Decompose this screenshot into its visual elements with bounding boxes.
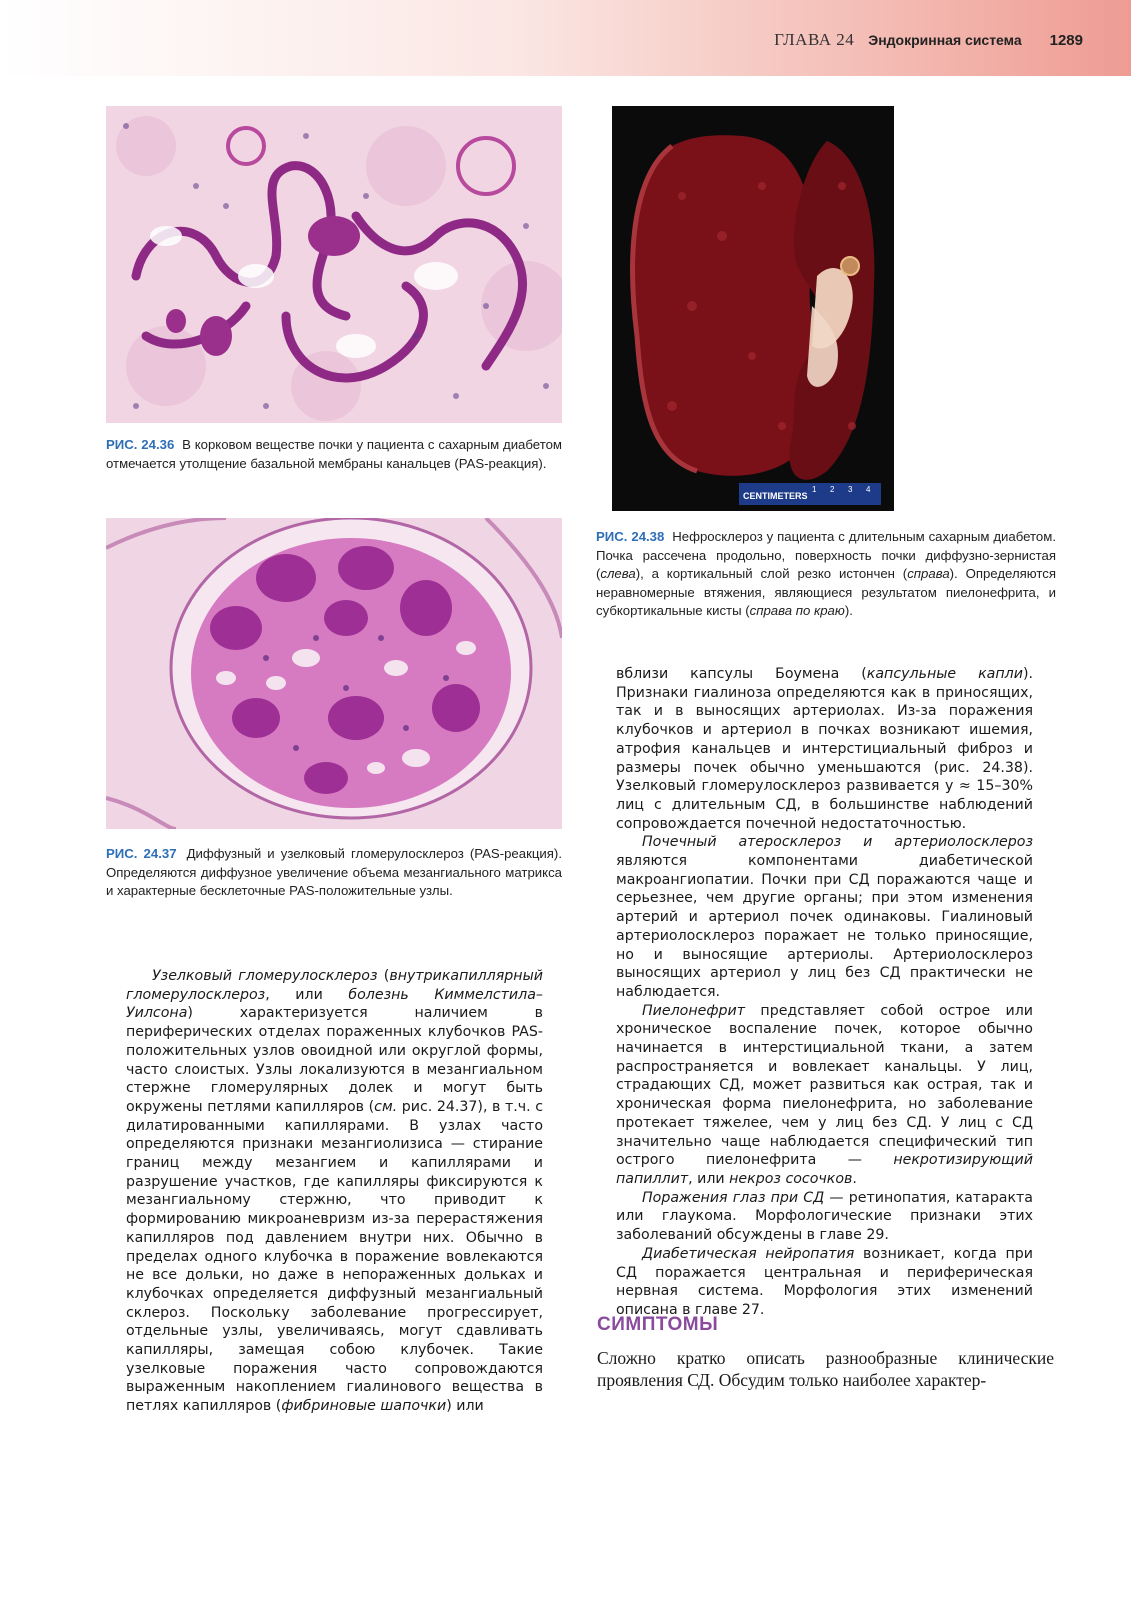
- figure-24-38-label: РИС. 24.38: [596, 529, 665, 544]
- paragraph-capsular-drops: [616, 665, 1033, 833]
- text-fragment: , или: [265, 986, 349, 1003]
- ruler-number-2: 2: [830, 485, 835, 494]
- term-neuropathy: Диабетическая нейропатия: [642, 1245, 855, 1262]
- term-atherosclerosis: Почечный атеросклероз и артериолосклероз: [642, 834, 1033, 851]
- figure-24-36-text: В корковом веществе почки у пациента с сахарным диабетом отмечается утолщение базальной мембраны канальцев (PAS-реакция).: [106, 437, 562, 471]
- text-fragment: (: [377, 968, 390, 984]
- figure-24-37-caption: [106, 845, 562, 901]
- text-fragment: — ретинопатия, катаракта или глаукома. Морфологические признаки этих заболеваний обсуждены в главе 29.: [616, 1189, 1033, 1244]
- figure-24-38-text-1: Нефросклероз у пациента с длительным сахарным диабетом. Почка рассечена продольно, поверхность почки диффузно-зернистая (: [596, 529, 1056, 581]
- term-eye-lesions: Поражения глаз при СД: [642, 1189, 825, 1206]
- text-fragment: , или: [688, 1170, 730, 1187]
- paragraph-nodular-glomerulosclerosis: [126, 967, 543, 1416]
- text-fragment: ) или: [446, 1398, 484, 1415]
- figure-24-37-image: [106, 518, 562, 829]
- term-capsular-drops: капсульные капли: [866, 666, 1023, 682]
- term-nodular-glomerulosclerosis: Узелковый гломерулосклероз: [152, 968, 378, 984]
- paragraph-neuropathy: [616, 1245, 1033, 1320]
- term-kimmelstiel-wilson: болезнь Киммелстила–Уилсона: [126, 986, 543, 1022]
- chapter-label: ГЛАВА 24: [774, 30, 855, 49]
- ruler-number-1: 1: [812, 485, 817, 494]
- paragraph-eye-lesions: [616, 1189, 1033, 1245]
- section-heading-symptoms: СИМПТОМЫ: [597, 1314, 719, 1335]
- right-column-text: [616, 665, 1033, 1320]
- ruler-number-3: 3: [848, 485, 853, 494]
- left-column-text: [126, 967, 543, 1416]
- figure-24-38-text-4: ).: [844, 603, 853, 618]
- text-fragment: ) характеризуется наличием в периферических отделах пораженных клубочков PAS-положительных узлов овоидной или округлой формы, часто слоистых. Узлы локализуются в мезангиальном стержне гломерулярных долек и могут быть окружены петлями капилляров (: [126, 1005, 543, 1115]
- paragraph-pyelonephritis: [616, 1002, 1033, 1189]
- text-see: см.: [374, 1098, 398, 1115]
- term-fibrin-caps: фибриновые шапочки: [281, 1398, 447, 1415]
- figure-24-38-text-left: слева: [600, 566, 636, 581]
- figure-24-37-text: Диффузный и узелковый гломерулосклероз (PAS-реакция). Определяются диффузное увеличение объема мезангиального матрикса и характерные бесклеточные PAS-положительные узлы.: [106, 846, 562, 898]
- paragraph-atherosclerosis: [616, 833, 1033, 1001]
- running-head: [774, 30, 1083, 52]
- text-fragment: рис. 24.37), в т.ч. с дилатированными капиллярами. В узлах часто определяются признаки мезангиолизиса — стирание границ между мезангием и капиллярами и разрушение участков, где капилляры фиксируются к мезангиальному стержню, что приводит к формированию микроаневризм из-за перерастяжения капилляров под давлением внутри них. Обычно в пределах одного клубочка в поражение вовлекаются не все дольки, но даже в непораженных дольках и клубочках определяется диффузный мезангиальный склероз. Поскольку заболевание прогрессирует, отдельные узлы, увеличиваясь, могут сдавливать капилляры, замещая собою клубочек. Такие узелковые поражения часто сопровождаются выраженным накоплением гиалинового вещества в петлях капилляров (: [126, 1098, 543, 1415]
- section-intro-text: Сложно кратко описать разнообразные клинические проявления СД. Обсудим только наиболее характер-: [597, 1348, 1054, 1390]
- text-fragment: представляет собой острое или хроническое воспаление почек, которое обычно начинается в интерстициальной ткани, а затем распространяется и вовлекает канальцы. У лиц, страдающих СД, может развиться как острая, так и хроническая форма пиелонефрита, но заболевание протекает тяжелее, чем у лиц без СД. У лиц с СД значительно чаще наблюдается специфический тип острого пиелонефрита —: [616, 1002, 1033, 1169]
- text-fragment: .: [852, 1170, 857, 1187]
- figure-24-36-caption: [106, 436, 562, 473]
- figure-24-38-caption: [596, 528, 1056, 621]
- page-number: 1289: [1049, 32, 1083, 49]
- figure-24-38-text-edge: справа по краю: [749, 603, 845, 618]
- term-intracapillary: внутрикапиллярный гломерулосклероз: [126, 968, 543, 1003]
- ruler-label: CENTIMETERS: [743, 491, 808, 501]
- figure-24-38-text-2: ), а кортикальный слой резко истончен (: [635, 566, 908, 581]
- term-papillary-necrosis: некроз сосочков: [729, 1170, 853, 1187]
- chapter-title: Эндокринная система: [868, 32, 1022, 48]
- figure-24-38-text-right: справа: [907, 566, 950, 581]
- term-necrotizing-papillitis: некротизирующий папиллит: [616, 1152, 1033, 1187]
- figure-24-37-label: РИС. 24.37: [106, 846, 177, 861]
- figure-24-38-text-3: ). Определяются неравномерные втяжения, являющиеся результатом пиелонефрита, и субкортикальные кисты (: [596, 566, 1057, 618]
- ruler-number-4: 4: [866, 485, 871, 494]
- text-fragment: возникает, когда при СД поражается центральная и периферическая нервная система. Морфология этих изменений описана в главе 27.: [616, 1245, 1033, 1318]
- figure-24-36-label: РИС. 24.36: [106, 437, 175, 452]
- text-fragment: являются компонентами диабетической макроангиопатии. Почки при СД поражаются чаще и серьезнее, чем другие органы; при этом изменения артерий и артериол почек одинаковы. Гиалиновый артериолосклероз поражает не только приносящие, но и выносящие артериолы. Артериолосклероз выносящих артериол у лиц без СД практически не наблюдается.: [616, 853, 1033, 1000]
- figure-24-38-image: [612, 106, 894, 511]
- term-pyelonephritis: Пиелонефрит: [642, 1002, 745, 1019]
- figure-24-36-image: [106, 106, 562, 423]
- text-fragment: ). Признаки гиалиноза определяются как в приносящих, так и в выносящих артериолах. Из-за поражения клубочков и артериол в почках возникают ишемия, атрофия канальцев и интерстициальный фиброз и размеры почек обычно уменьшаются (рис. 24.38). Узелковый гломерулосклероз развивается у ≈ 15–30% лиц с длительным СД, в большинстве наблюдений сопровождается почечной недостаточностью.: [616, 666, 1033, 832]
- text-fragment: вблизи капсулы Боумена (: [616, 666, 867, 682]
